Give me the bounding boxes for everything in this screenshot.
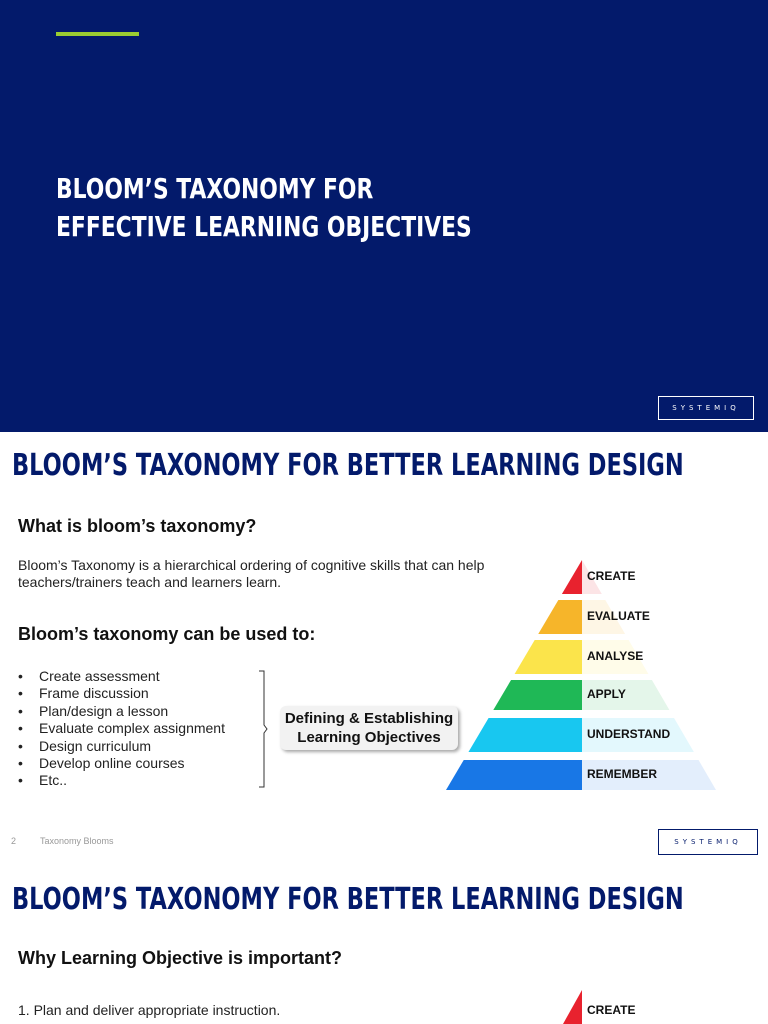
pyramid-label-apply: APPLY	[587, 687, 626, 701]
pyramid-label-remember: REMEMBER	[587, 767, 658, 781]
create-layer	[563, 990, 582, 1024]
title-slide	[0, 0, 768, 432]
question-heading: What is bloom’s taxonomy?	[18, 516, 257, 536]
list-item: • Evaluate complex assignment	[18, 720, 225, 737]
slide-heading: BLOOM’S TAXONOMY FOR BETTER LEARNING DESIGN	[12, 882, 684, 917]
list-item: • Design curriculum	[18, 737, 152, 754]
pyramid-layer-evaluate	[538, 600, 582, 634]
list-item: • Frame discussion	[18, 685, 149, 702]
callout-line-1: Defining & Establishing	[284, 710, 454, 727]
bullet-icon: •	[18, 720, 23, 737]
content-slide-2	[0, 432, 768, 862]
title-line-1: BLOOM’S TAXONOMY FOR	[56, 172, 374, 205]
content-slide-3	[0, 862, 768, 1024]
pyramid-label-understand: UNDERSTAND	[587, 727, 671, 741]
callout-line-2: Learning Objectives	[297, 729, 441, 746]
definition-text: Bloom’s Taxonomy is a hierarchical ordering of cognitive skills that can help teachers/trainers teach and learners learn.	[18, 557, 485, 590]
bullet-icon: •	[18, 685, 23, 702]
uses-heading: Bloom’s taxonomy can be used to:	[18, 624, 316, 644]
uses-list	[18, 668, 225, 790]
pyramid-layer-understand	[468, 718, 582, 752]
slide-title	[56, 170, 472, 246]
pyramid-label-evaluate: EVALUATE	[587, 609, 650, 623]
pyramid-graphic	[440, 552, 730, 812]
slide-heading: BLOOM’S TAXONOMY FOR BETTER LEARNING DESIGN	[12, 448, 684, 483]
bullet-icon: •	[18, 668, 23, 684]
blooms-pyramid	[440, 552, 730, 812]
list-item: • Plan/design a lesson	[18, 702, 169, 719]
systemiq-logo: SYSTEMIQ	[658, 829, 758, 855]
pyramid-layer-analyse	[515, 640, 582, 674]
pyramid-label-create: CREATE	[587, 569, 636, 583]
list-item: • Develop online courses	[18, 754, 185, 771]
pyramid-layer-apply	[493, 680, 582, 710]
page-number: 2	[11, 836, 17, 846]
pyramid-top-graphic	[560, 990, 586, 1024]
title-line-2: EFFECTIVE LEARNING OBJECTIVES	[56, 210, 472, 243]
point-text: 1. Plan and deliver appropriate instruction.	[18, 1002, 281, 1018]
bullet-icon: •	[18, 702, 23, 719]
pyramid-layer-create	[562, 560, 582, 594]
objectives-callout	[280, 706, 458, 750]
list-item: • Create assessment	[18, 668, 160, 684]
bullet-icon: •	[18, 772, 23, 789]
bullet-icon: •	[18, 737, 23, 754]
bracket-icon	[258, 670, 268, 788]
pyramid-layer-remember	[446, 760, 582, 790]
systemiq-logo: SYSTEMIQ	[658, 396, 754, 420]
footer-text: Taxonomy Blooms	[40, 836, 114, 846]
question-heading: Why Learning Objective is important?	[18, 948, 343, 968]
accent-bar	[56, 32, 139, 36]
bullet-icon: •	[18, 754, 23, 771]
pyramid-label-analyse: ANALYSE	[587, 649, 644, 663]
pyramid-label: CREATE	[587, 1003, 636, 1017]
list-item: • Etc..	[18, 772, 68, 789]
